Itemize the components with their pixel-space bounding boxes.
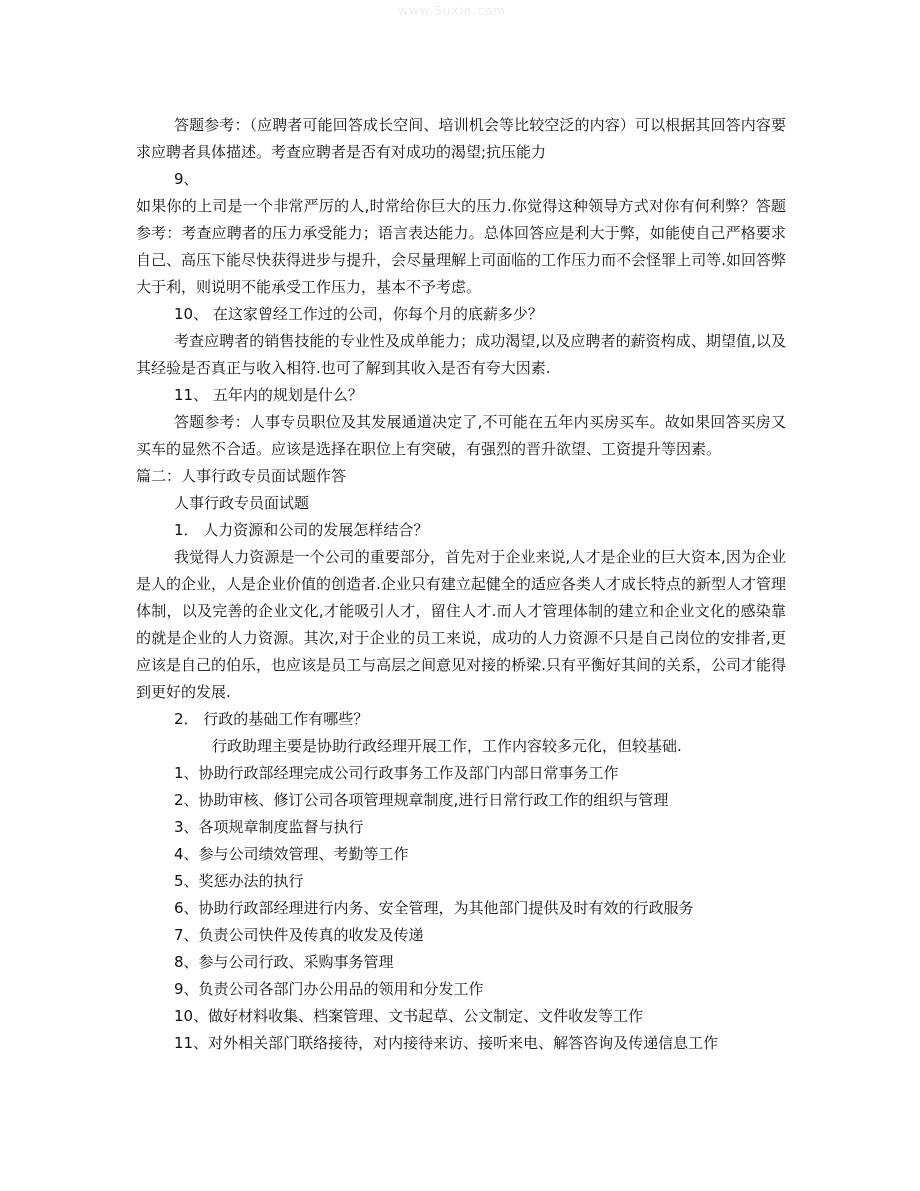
list-item: 3、各项规章制度监督与执行 <box>174 818 364 836</box>
paragraph: 答题参考：人事专员职位及其发展通道决定了,不可能在五年内买房买车。故如果回答买房又买车的显然不合适。应该是选择在职位上有突破，有强烈的晋升欲望、工资提升等因素。 <box>136 413 786 458</box>
list-item: 7、负责公司快件及传真的收发及传递 <box>174 926 424 944</box>
list-item: 6、协助行政部经理进行内务、安全管理，为其他部门提供及时有效的行政服务 <box>174 899 694 917</box>
paragraph: 行政助理主要是协助行政经理开展工作，工作内容较多元化，但较基础. <box>212 737 682 755</box>
question-number: 9、 <box>174 170 199 188</box>
paragraph: 答题参考：（应聘者可能回答成长空间、培训机会等比较空泛的内容）可以根据其回答内容要求应聘者具体描述。考查应聘者是否有对成功的渴望;抗压能力 <box>136 116 786 161</box>
paragraph: 考查应聘者的销售技能的专业性及成单能力；成功渴望,以及应聘者的薪资构成、期望值,以及其经验是否真正与收入相符.也可了解到其收入是否有夸大因素. <box>136 332 786 377</box>
question-heading: 1． 人力资源和公司的发展怎样结合？ <box>174 521 429 539</box>
paragraph: 我觉得人力资源是一个公司的重要部分，首先对于企业来说,人才是企业的巨大资本,因为企业是人的企业，人是企业价值的创造者.企业只有建立起健全的适应各类人才成长特点的新型人才管理体制，以及完善的企业文化,才能吸引人才，留住人才.而人才管理体制的建立和企业文化的感染靠的就是企业的人力资源。其次,对于企业的员工来说，成功的人力资源不只是自己岗位的安排者,更应该是自己的伯乐，也应该是员工与高层之间意见对接的桥梁.只有平衡好其间的关系，公司才能得到更好的发展. <box>136 548 786 701</box>
list-item: 5、奖惩办法的执行 <box>174 872 304 890</box>
list-item: 4、参与公司绩效管理、考勤等工作 <box>174 845 409 863</box>
watermark: www.5uxin.com <box>398 4 506 18</box>
question-heading: 2． 行政的基础工作有哪些？ <box>174 710 369 728</box>
list-item: 2、协助审核、修订公司各项管理规章制度,进行日常行政工作的组织与管理 <box>174 791 669 809</box>
document-body <box>136 112 786 1057</box>
list-item: 8、参与公司行政、采购事务管理 <box>174 953 394 971</box>
question-heading: 11、 五年内的规划是什么？ <box>174 386 363 404</box>
paragraph: 如果你的上司是一个非常严厉的人,时常给你巨大的压力.你觉得这种领导方式对你有何利弊？答题参考：考查应聘者的压力承受能力；语言表达能力。总体回答应是利大于弊，如能使自己严格要求自己、高压下能尽快获得进步与提升，会尽量理解上司面临的工作压力而不会怪罪上司等.如回答弊大于利，则说明不能承受工作压力，基本不予考虑。 <box>136 197 786 296</box>
section-heading: 篇二：人事行政专员面试题作答 <box>136 467 347 485</box>
question-heading: 10、 在这家曾经工作过的公司，你每个月的底薪多少？ <box>174 305 543 323</box>
list-item: 10、做好材料收集、档案管理、文书起草、公文制定、文件收发等工作 <box>174 1007 644 1025</box>
list-item: 1、协助行政部经理完成公司行政事务工作及部门内部日常事务工作 <box>174 764 619 782</box>
list-item: 11、对外相关部门联络接待，对内接待来访、接听来电、解答咨询及传递信息工作 <box>174 1034 719 1052</box>
list-item: 9、负责公司各部门办公用品的领用和分发工作 <box>174 980 484 998</box>
section-subtitle: 人事行政专员面试题 <box>174 494 310 512</box>
